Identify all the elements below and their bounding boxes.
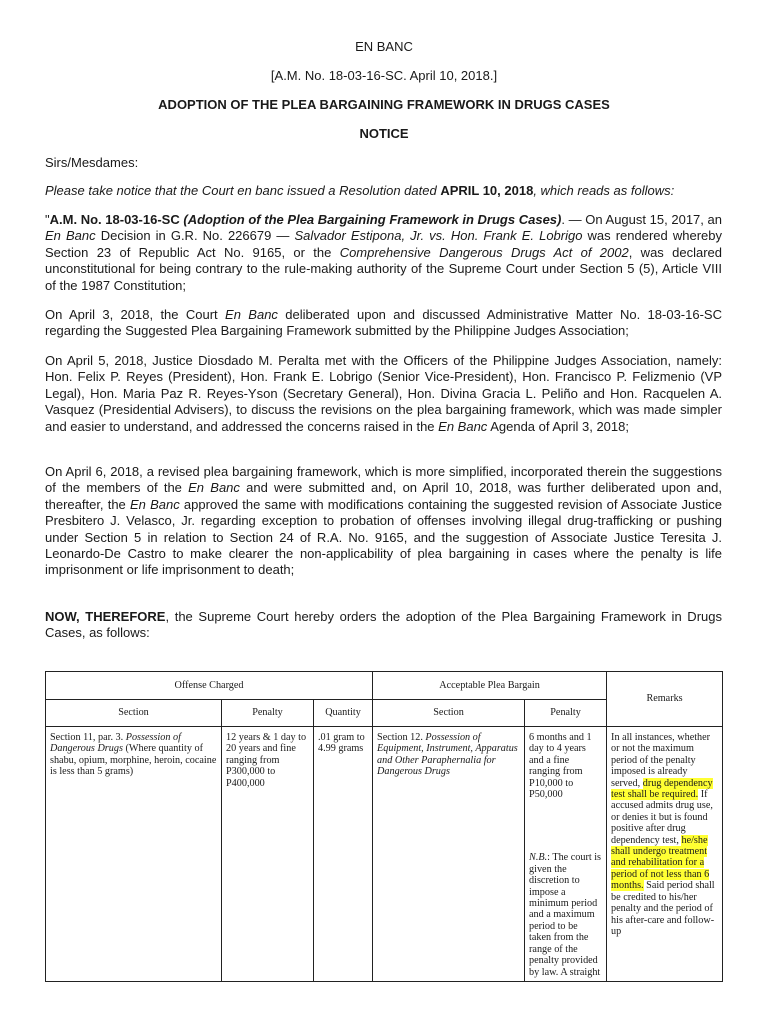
subheader-section: Section: [46, 700, 222, 727]
notice-line: Please take notice that the Court en banc issued a Resolution dated APRIL 10, 2018, which reads as follows:: [45, 183, 675, 198]
paragraph-april-3: On April 3, 2018, the Court En Banc deliberated upon and discussed Administrative Matter No. 18-03-16-SC regarding the Suggested Plea Bargaining Framework submitted by the Philippine Judges Association;: [45, 307, 722, 339]
highlight-drug-test: drug dependency test shall be required.: [611, 777, 713, 801]
cell-plea-penalty: 6 months and 1 day to 4 years and a fine ranging from P10,000 to P50,000 N.B.: The court is given the discretion to impose a minimum period and a maximum period to be taken from the range of the penalty provided by law. A straight: [525, 727, 607, 982]
header-remarks: Remarks: [607, 672, 723, 727]
subheader-plea-penalty: Penalty: [525, 700, 607, 727]
header-acceptable-plea: Acceptable Plea Bargain: [373, 672, 607, 700]
docket-number: [A.M. No. 18-03-16-SC. April 10, 2018.]: [270, 68, 498, 83]
cell-plea-section: Section 12. Possession of Equipment, Instrument, Apparatus and Other Paraphernalia for Dangerous Drugs: [373, 727, 525, 982]
paragraph-april-5: On April 5, 2018, Justice Diosdado M. Peralta met with the Officers of the Philippine Judges Association, namely: Hon. Felix P. Reyes (President), Hon. Frank E. Lobrigo (Senior Vice-President), Hon. Francisco P. Felizmenio (VP Legal), Hon. Maria Paz R. Reyes-Yson (Secretary General), Hon. Divina Gracia L. Peliño and Hon. Racquelen A. Vasquez (Presidential Advisers), to discuss the revisions on the plea bargaining framework, which was made simpler and easier to understand, and addressed the concerns raised in the En Banc Agenda of April 3, 2018;: [45, 353, 722, 434]
paragraph-now-therefore: NOW, THEREFORE, the Supreme Court hereby orders the adoption of the Plea Bargaining Framework in Drugs Cases, as follows:: [45, 609, 722, 641]
header-offense-charged: Offense Charged: [46, 672, 373, 700]
paragraph-estipona-decision: "A.M. No. 18-03-16-SC (Adoption of the Plea Bargaining Framework in Drugs Cases). — On August 15, 2017, an En Banc Decision in G.R. No. 226679 — Salvador Estipona, Jr. vs. Hon. Frank E. Lobrigo was rendered whereby Section 23 of Republic Act No. 9165, or the Comprehensive Dangerous Drugs Act of 2002, was declared unconstitutional for being contrary to the rule-making authority of the Supreme Court under Section 5 (5), Article VIII of the 1987 Constitution;: [45, 212, 722, 293]
paragraph-april-6: On April 6, 2018, a revised plea bargaining framework, which is more simplified, incorporated therein the suggestions of the members of the En Banc and were submitted and, on April 10, 2018, was further deliberated upon and, thereafter, the En Banc approved the same with modifications containing the suggested revision of Associate Justice Presbitero J. Velasco, Jr. regarding exception to probation of offenses involving illegal drug-trafficking or pushing under Section 5 in relation to Section 24 of R.A. No. 9165, and the suggestion of Associate Justice Teresita J. Leonardo-De Castro to make clearer the non-applicability of plea bargaining in cases where the penalty is life imprisonment or life imprisonment to death;: [45, 464, 722, 578]
subheader-quantity: Quantity: [314, 700, 373, 727]
cell-quantity: .01 gram to 4.99 grams: [314, 727, 373, 982]
nota-bene: N.B.: The court is given the discretion to impose a minimum period and a maximum period to be taken from the range of the penalty provided by law. A straight: [529, 852, 602, 978]
table-row: [46, 727, 723, 982]
subheader-penalty: Penalty: [222, 700, 314, 727]
cell-offense-section: Section 11, par. 3. Possession of Dangerous Drugs (Where quantity of shabu, opium, morphine, heroin, cocaine is less than 5 grams): [46, 727, 222, 982]
document-title: ADOPTION OF THE PLEA BARGAINING FRAMEWORK IN DRUGS CASES: [158, 97, 610, 112]
highlight-rehabilitation: he/she shall undergo treatment and rehabilitation for a period of not less than 6 months.: [611, 834, 710, 892]
notice-heading: NOTICE: [359, 126, 409, 141]
salutation: Sirs/Mesdames:: [45, 155, 139, 170]
plea-bargaining-table: [45, 671, 723, 982]
table-header-row: [46, 672, 723, 700]
cell-remarks: In all instances, whether or not the maximum period of the penalty imposed is already served, drug dependency test shall be required. If accused admits drug use, or denies it but is found positive after drug dependency test, he/she shall undergo treatment and rehabilitation for a period of not less than 6 months. Said period shall be credited to his/her penalty and the period of his after-care and follow-up: [607, 727, 723, 982]
cell-offense-penalty: 12 years & 1 day to 20 years and fine ranging from P300,000 to P400,000: [222, 727, 314, 982]
subheader-plea-section: Section: [373, 700, 525, 727]
court-division: EN BANC: [355, 39, 413, 54]
resolution-date: APRIL 10, 2018: [440, 183, 534, 198]
